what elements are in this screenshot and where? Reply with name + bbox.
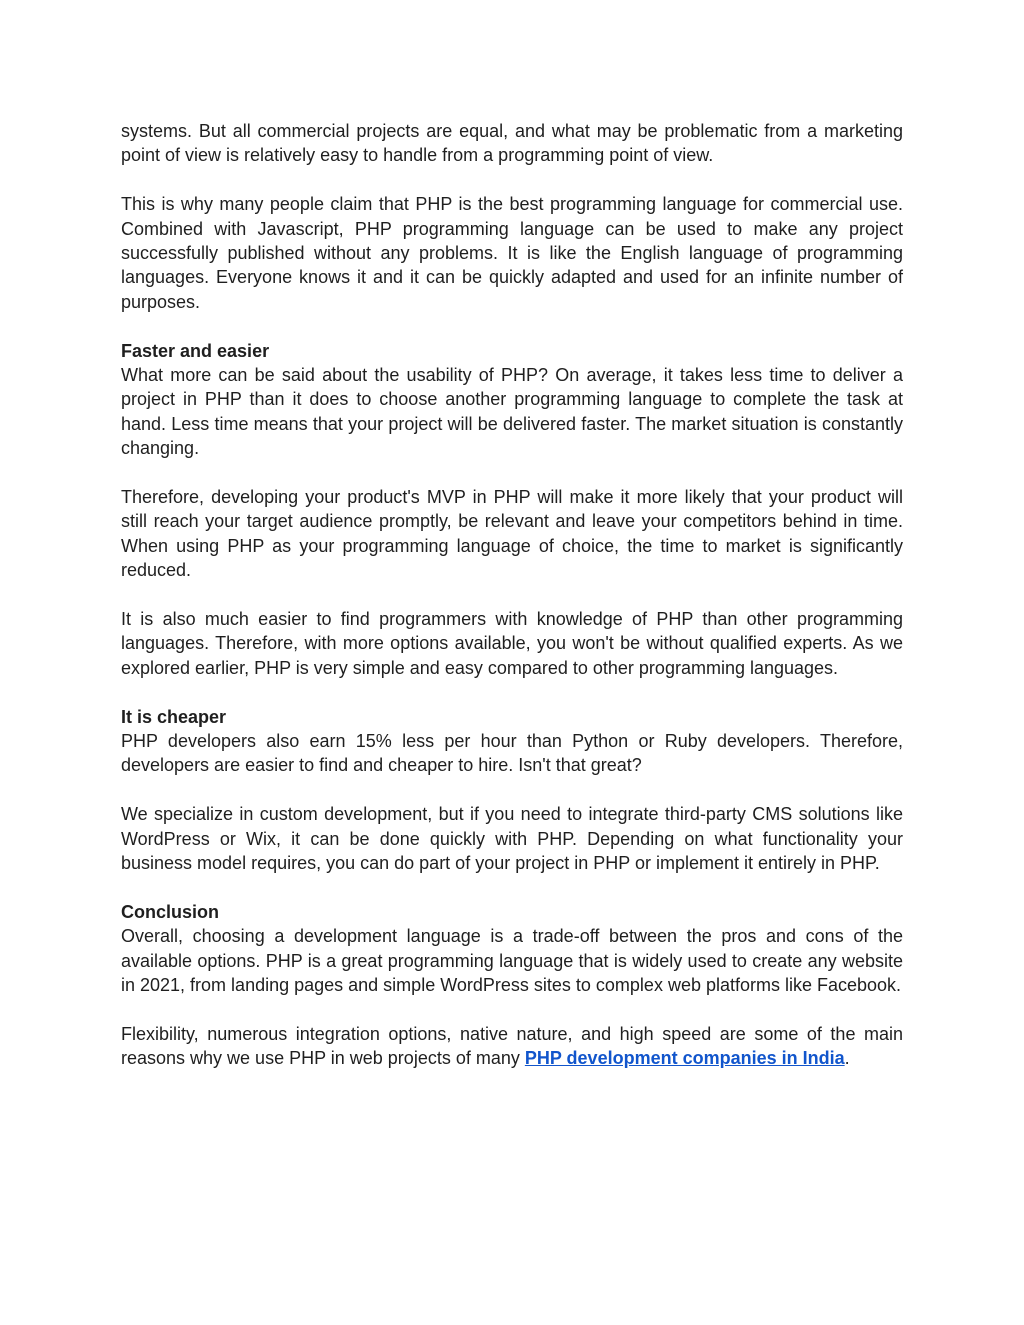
faster-paragraph-3: It is also much easier to find programmers with knowledge of PHP than other programming languages. Therefore, with more options available, you won't be without qualified experts. As we explored earlier, PHP is very simple and easy compared to other programming languages. (121, 609, 903, 678)
section-conclusion (121, 900, 903, 998)
intro-paragraph-2: This is why many people claim that PHP is the best programming language for commercial use. Combined with Javascript, PHP programming language can be used to make any project successfully published without any problems. It is like the English language of programming languages. Everyone knows it and it can be quickly adapted and used for an infinite number of purposes. (121, 194, 903, 312)
intro-paragraph-1: systems. But all commercial projects are equal, and what may be problematic from a marketing point of view is relatively easy to handle from a programming point of view. (121, 121, 903, 166)
section-heading-cheaper: It is cheaper (121, 706, 227, 727)
php-development-companies-link[interactable]: PHP development companies in India (524, 1048, 845, 1069)
conclusion-paragraph-1: Overall, choosing a development language is a trade-off between the pros and cons of the available options. PHP is a great programming language that is widely used to create any website in 2021, from landing pages and simple WordPress sites to complex web platforms like Facebook. (121, 926, 903, 996)
section-heading-faster: Faster and easier (121, 340, 270, 361)
document-page (121, 119, 903, 1095)
cheaper-paragraph-1: PHP developers also earn 15% less per hour than Python or Ruby developers. Therefore, developers are easier to find and cheaper to hire. Isn't that great? (121, 731, 903, 776)
conclusion-paragraph-2 (121, 1022, 903, 1071)
conclusion-paragraph-2-end: . (844, 1048, 850, 1069)
faster-paragraph-1: What more can be said about the usability of PHP? On average, it takes less time to deliver a project in PHP than it does to choose another programming language to complete the task at hand. Less time means that your project will be delivered faster. The market situation is constantly changing. (121, 365, 903, 459)
section-heading-conclusion: Conclusion (121, 901, 219, 922)
conclusion-paragraph-2-text: Flexibility, numerous integration options, native nature, and high speed are some of the main reasons why we use PHP in web projects of many (121, 1023, 903, 1069)
section-it-is-cheaper (121, 705, 903, 778)
faster-paragraph-2: Therefore, developing your product's MVP in PHP will make it more likely that your product will still reach your target audience promptly, be relevant and leave your competitors behind in time. When using PHP as your programming language of choice, the time to market is significantly reduced. (121, 487, 903, 581)
section-faster-and-easier (121, 339, 903, 461)
cheaper-paragraph-2: We specialize in custom development, but if you need to integrate third-party CMS solutions like WordPress or Wix, it can be done quickly with PHP. Depending on what functionality your business model requires, you can do part of your project in PHP or implement it entirely in PHP. (121, 804, 903, 874)
